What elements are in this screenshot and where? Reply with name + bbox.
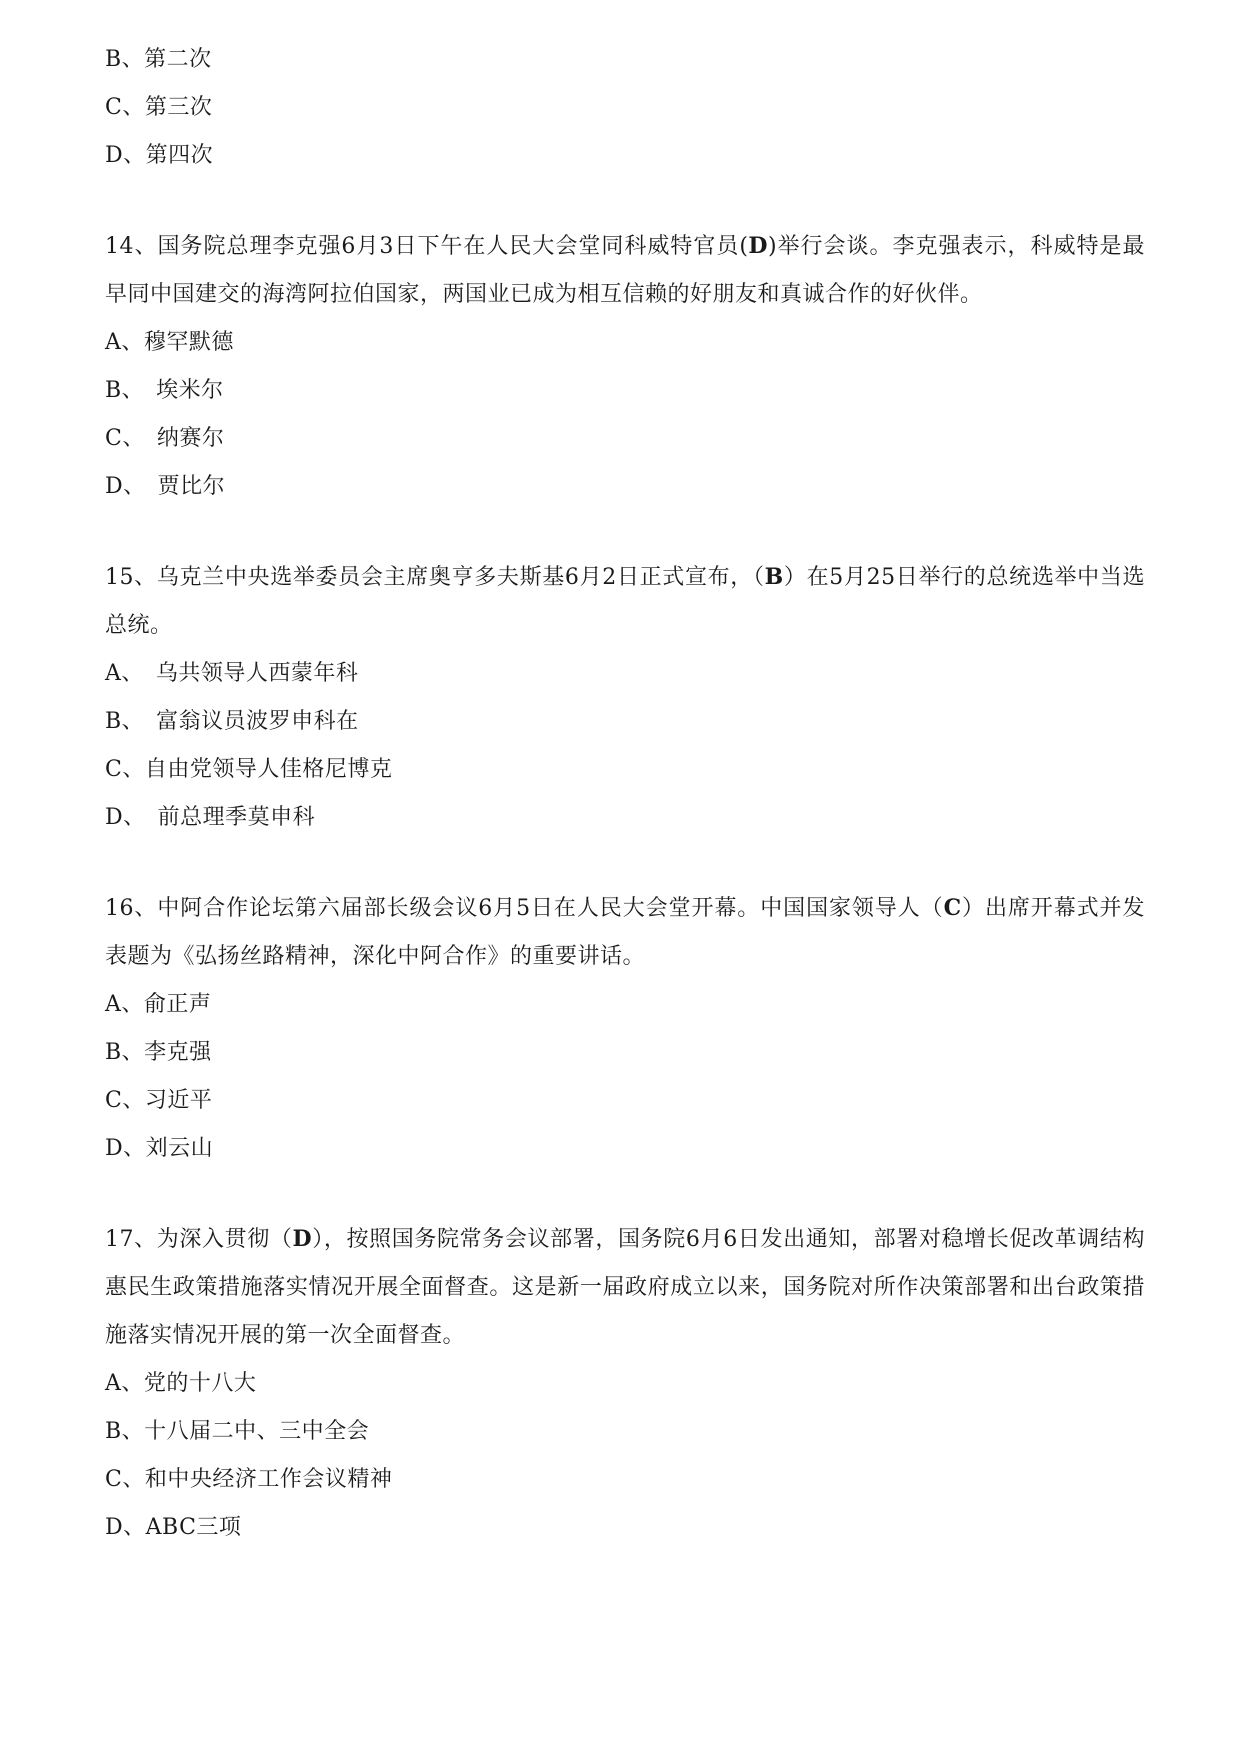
option-b [105,36,1145,84]
question-answer: C [943,895,962,921]
option-text: 俞正声 [143,992,212,1017]
question-stem-before: 国务院总理李克强6月3日下午在人民大会堂同科威特官员( [157,234,749,259]
question-number: 17、 [105,1227,157,1252]
option-a [105,319,1145,367]
option-label: B、 [105,47,145,72]
option-text: 乌共领导人西蒙年科 [155,661,359,686]
option-label: C、 [105,95,145,120]
option-text: 十八届二中、三中全会 [144,1419,370,1444]
option-d [105,132,1145,180]
option-b [105,1408,1145,1456]
question-stem [105,884,1145,981]
option-c [105,746,1145,794]
option-label: B、 [105,709,145,734]
option-b [105,1029,1145,1077]
option-a [105,650,1145,698]
question-stem-after: ）出席开幕式并发表题为《弘扬丝路精神，深化中阿合作》的重要讲话。 [105,896,1145,969]
option-label: A、 [105,1371,144,1396]
question-stem-before: 乌克兰中央选举委员会主席奥亨多夫斯基6月2日正式宣布，（ [156,565,765,590]
option-text: 党的十八大 [143,1371,257,1396]
question-number: 14、 [105,234,158,259]
question-3 [105,884,1145,1173]
question-answer: B [764,564,784,590]
option-label: C、 [105,1467,145,1492]
question-answer: D [748,233,768,259]
option-text: 习近平 [144,1088,213,1113]
option-a [105,981,1145,1029]
option-text: 富翁议员波罗申科在 [156,709,359,734]
option-c [105,415,1145,463]
option-label: A、 [105,992,144,1017]
question-stem-after: )举行会谈。李克强表示，科威特是最早同中国建交的海湾阿拉伯国家，两国业已成为相互信赖的好朋友和真诚合作的好伙伴。 [105,234,1145,307]
document-content [105,36,1145,1552]
option-label: B、 [105,1419,145,1444]
option-label: D、 [105,1515,146,1540]
option-text: 第四次 [145,143,214,168]
question-stem [105,553,1145,650]
option-text: 第三次 [144,95,213,120]
question-1 [105,222,1145,511]
option-d [105,463,1145,511]
question-stem-after: ），按照国务院常务会议部署，国务院6月6日发出通知，部署对稳增长促改革调结构惠民生政策措施落实情况开展全面督查。这是新一届政府成立以来，国务院对所作决策部署和出台政策措施落实情况开展的第一次全面督查。 [105,1227,1146,1348]
option-label: C、 [105,426,145,451]
option-label: C、 [105,1088,145,1113]
option-text: 穆罕默德 [143,330,234,355]
option-label: D、 [105,143,146,168]
option-label: A、 [105,661,144,686]
option-d [105,1504,1145,1552]
question-stem-before: 为深入贯彻（ [156,1227,293,1252]
option-c [105,1077,1145,1125]
option-label: C、 [105,757,145,782]
option-c [105,84,1145,132]
option-text: 刘云山 [145,1136,214,1161]
question-number: 16、 [105,896,158,921]
question-stem [105,1215,1145,1360]
question-2 [105,553,1145,842]
question-stem [105,222,1145,319]
option-b [105,698,1145,746]
option-d [105,1125,1145,1173]
option-text: 埃米尔 [156,378,224,403]
option-text: 自由党领导人佳格尼博克 [144,757,393,782]
option-text: 李克强 [144,1040,212,1065]
question-number: 15、 [105,565,157,590]
option-label: B、 [105,1040,145,1065]
option-label: B、 [105,378,145,403]
question-answer: D [292,1226,313,1252]
option-label: D、 [105,474,146,499]
question-4 [105,1215,1145,1552]
option-b [105,367,1145,415]
option-label: D、 [105,1136,146,1161]
question-list [105,222,1145,1552]
option-text: ABC三项 [145,1515,242,1540]
option-d [105,794,1145,842]
option-label: A、 [105,330,144,355]
option-text: 贾比尔 [157,474,226,499]
option-label: D、 [105,805,146,830]
leading-options [105,36,1145,180]
option-a [105,1360,1145,1408]
option-c [105,1456,1145,1504]
question-stem-before: 中阿合作论坛第六届部长级会议6月5日在人民大会堂开幕。中国国家领导人（ [157,896,944,921]
option-text: 第二次 [144,47,212,72]
option-text: 前总理季莫申科 [157,805,316,830]
option-text: 纳赛尔 [156,426,225,451]
option-text: 和中央经济工作会议精神 [144,1467,393,1492]
question-stem-after: ）在5月25日举行的总统选举中当选总统。 [105,565,1146,638]
